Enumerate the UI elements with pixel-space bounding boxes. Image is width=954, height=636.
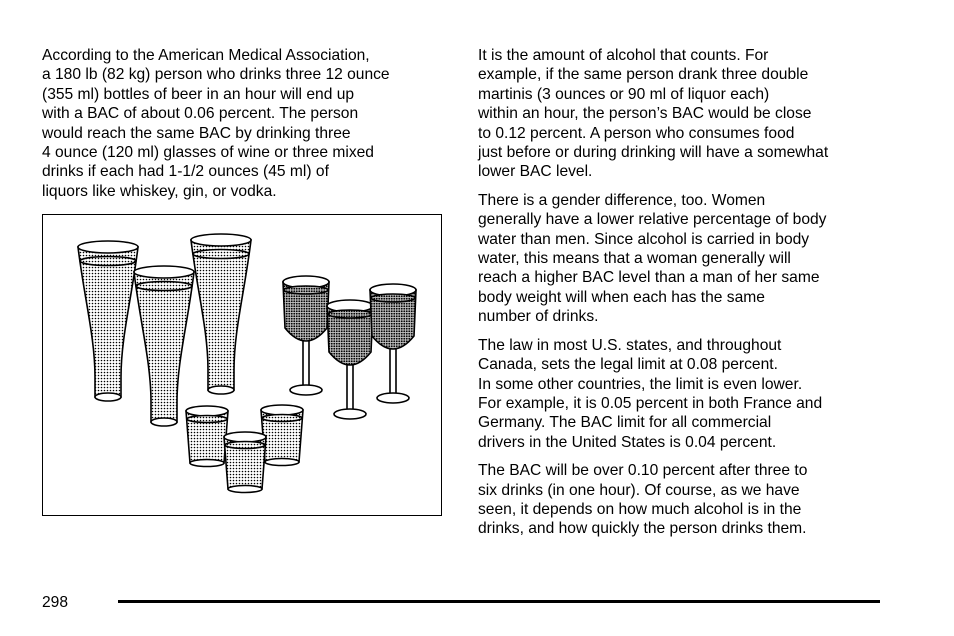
shot-glass-base <box>190 460 224 467</box>
beer-glass-rim <box>191 234 251 246</box>
drinks-drawing <box>43 215 443 517</box>
shot-glass-rim <box>224 432 266 442</box>
wine-glass-liquid-top <box>371 294 415 302</box>
paragraph: According to the American Medical Association, a 180 lb (82 kg) person who drinks three 12 ounce (355 ml) bottles of beer in an hour will end up with a BAC of about 0.06 percent. The person would reach the same BAC by drinking three 4 ounce (120 ml) glasses of wine or three mixed drinks if each had 1-1/2 ounces (45 ml) of liquors like whiskey, gin, or vodka. <box>42 47 390 200</box>
left-column <box>42 46 442 210</box>
beer-glass-base <box>208 386 234 394</box>
wine-glass-foot <box>334 409 366 419</box>
beer-glass <box>134 272 194 422</box>
beer-glass-liquid-top <box>80 257 136 266</box>
paragraph: There is a gender difference, too. Women generally have a lower relative percentage of body water than men. Since alcohol is carried in body water, this means that a woman generally will reach a higher BAC level than a man of her same body weight will when each has the same number of drinks. <box>478 191 827 326</box>
shot-glass-liquid-top <box>187 416 227 423</box>
page-number: 298 <box>42 594 69 611</box>
shot-glass-rim <box>261 405 303 415</box>
wine-glass-stem <box>303 340 309 386</box>
beer-glass-rim <box>134 266 194 278</box>
shot-glass-liquid-top <box>262 415 302 422</box>
shot-glass-base <box>265 459 299 466</box>
wine-glass-stem <box>347 364 353 410</box>
paragraph: It is the amount of alcohol that counts. For example, if the same person drank three double martinis (3 ounces or 90 ml of liquor each) within an hour, the person’s BAC would be close to 0.12 percent. A person who consumes food just before or during drinking will have a somewhat lower BAC level. <box>478 47 829 181</box>
wine-glass-liquid-top <box>328 310 372 318</box>
beer-glass <box>191 240 251 390</box>
paragraph: The law in most U.S. states, and throughout Canada, sets the legal limit at 0.08 percent. In some other countries, the limit is even lower. For example, it is 0.05 percent in both France and Germany. The BAC limit for all commercial drivers in the United States is 0.04 percent. <box>478 336 823 451</box>
beer-glass-liquid-top <box>193 250 249 259</box>
paragraph: The BAC will be over 0.10 percent after three to six drinks (in one hour). Of course, as we have seen, it depends on how much alcohol is in the drinks, and how quickly the person drinks them. <box>478 462 808 538</box>
wine-glass-stem <box>390 348 396 394</box>
wine-glass-liquid-top <box>284 286 328 294</box>
wine-glass-foot <box>377 393 409 403</box>
beer-glass-liquid-top <box>136 282 192 291</box>
shot-glass-rim <box>186 406 228 416</box>
drinks-illustration <box>42 214 442 516</box>
beer-glass <box>78 247 138 397</box>
shot-glass-liquid-top <box>225 442 265 449</box>
beer-glass-base <box>151 418 177 426</box>
wine-glass-foot <box>290 385 322 395</box>
beer-glass-base <box>95 393 121 401</box>
right-column <box>478 46 898 548</box>
footer-rule <box>118 600 880 603</box>
shot-glass-base <box>228 486 262 493</box>
beer-glass-rim <box>78 241 138 253</box>
